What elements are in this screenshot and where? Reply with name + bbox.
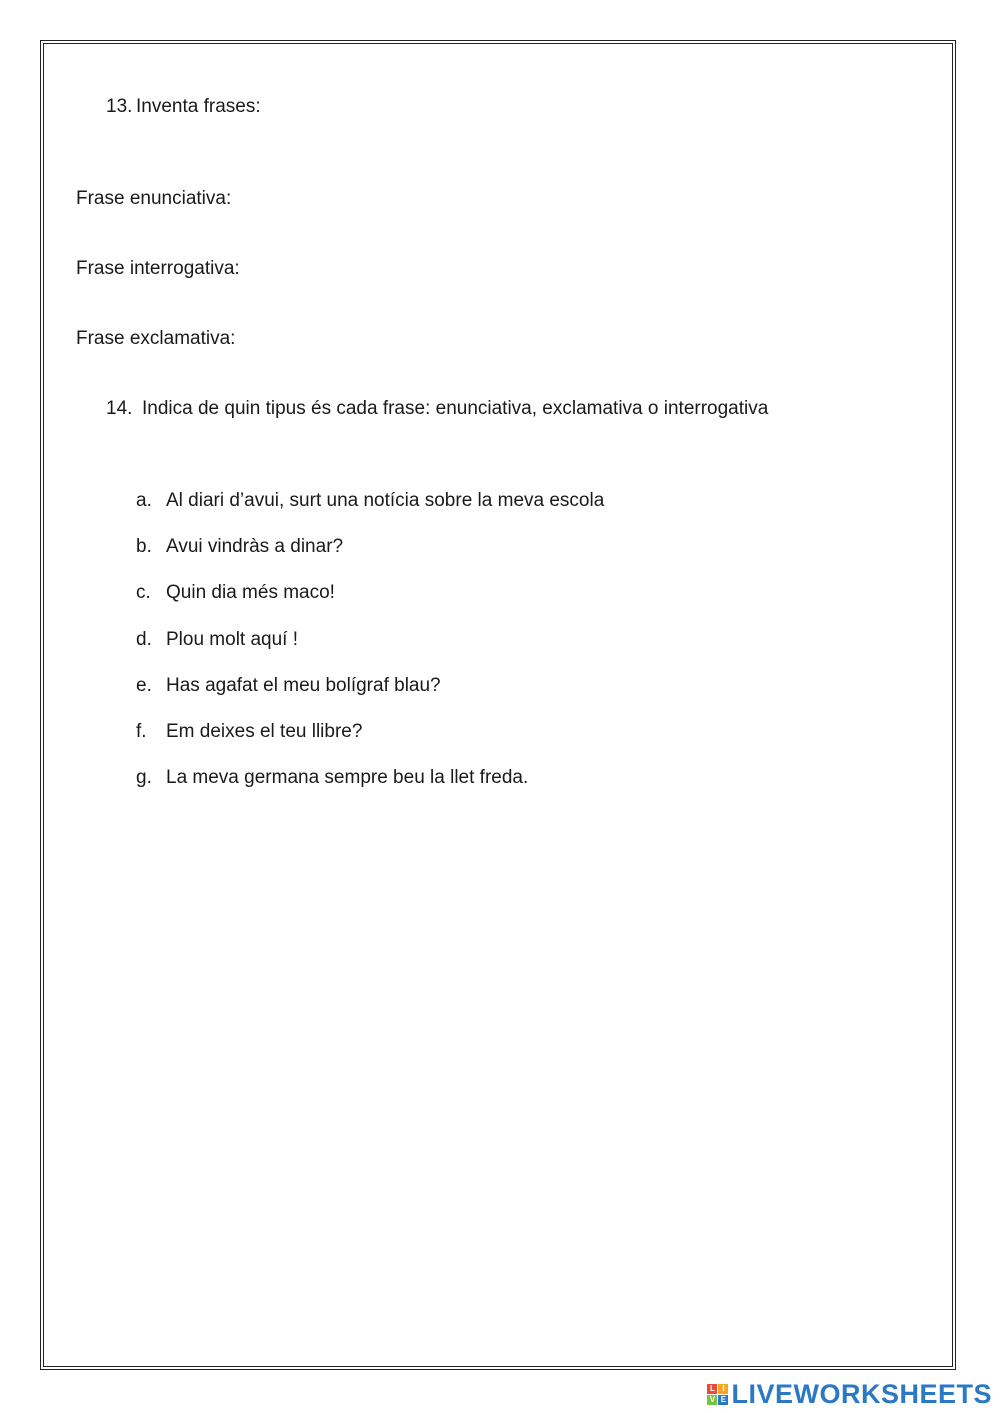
list-item-letter: a. [136,490,152,511]
page-border [40,40,956,1370]
logo-mark-icon: L I V E [707,1384,728,1405]
question-13-number: 13. [106,96,133,117]
list-item-letter: e. [136,675,152,696]
logo-text: LIVEWORKSHEETS [731,1378,992,1409]
list-item: Has agafat el meu bolígraf blau? [166,675,441,696]
list-item-letter: f. [136,721,147,742]
list-item-letter: g. [136,767,152,788]
question-13-title: Inventa frases: [136,96,261,117]
list-item: Em deixes el teu llibre? [166,721,363,742]
list-item: Quin dia més maco! [166,582,335,603]
liveworksheets-logo [707,1379,992,1409]
list-item-letter: b. [136,536,152,557]
question-14-title: Indica de quin tipus és cada frase: enunciativa, exclamativa o interrogativa [142,398,769,419]
list-item: Plou molt aquí ! [166,629,299,650]
sentence-line-interrogative: Frase interrogativa: [76,258,240,279]
sentence-line-exclamative: Frase exclamativa: [76,328,236,349]
question-14-number: 14. [106,398,133,419]
sentence-line-declarative: Frase enunciativa: [76,188,232,209]
list-item: Avui vindràs a dinar? [166,536,344,557]
list-item: Al diari d’avui, surt una notícia sobre la meva escola [166,490,605,511]
list-item: La meva germana sempre beu la llet freda. [166,767,529,788]
list-item-letter: c. [136,582,151,603]
list-item-letter: d. [136,629,152,650]
